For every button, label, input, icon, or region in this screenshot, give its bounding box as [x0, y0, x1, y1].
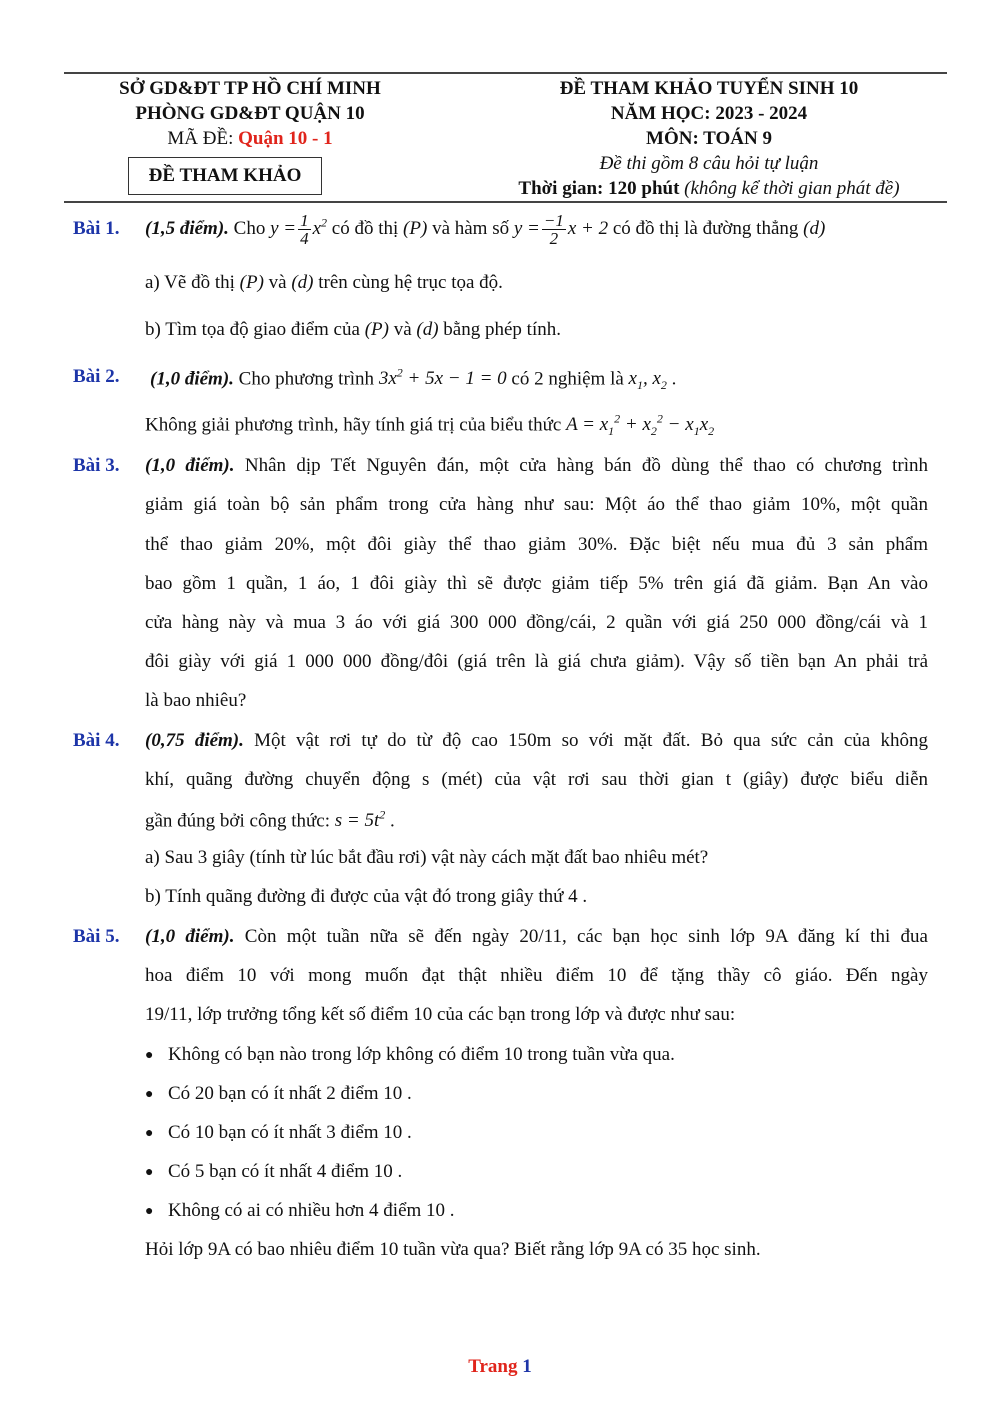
bullet-icon: ● — [145, 1048, 154, 1063]
subject: MÔN: TOÁN 9 — [646, 128, 772, 149]
problem-1b: b) Tìm tọa độ giao điểm của (P) và (d) bằng phép tính. — [145, 319, 561, 340]
exam-title: ĐỀ THAM KHẢO TUYỂN SINH 10 — [559, 78, 859, 99]
exam-description: Đề thi gồm 8 câu hỏi tự luận — [599, 153, 819, 174]
expression-a: $A = x_1^2 + x_2^2 - x_1x_2$ — [566, 412, 715, 439]
problem-5-line-1: (1,0 điểm). Còn một tuần nữa sẽ đến ngày 20/11, các bạn học sinh lớp 9A đăng kí thi đua — [145, 926, 928, 947]
problem-5-line-2: hoa điểm 10 với mong muốn đạt thật nhiều điểm 10 để tặng thầy cô giáo. Đến ngày — [145, 965, 928, 986]
exam-code: MÃ ĐỀ: Quận 10 - 1 — [167, 128, 333, 149]
list-item: Có 10 bạn có ít nhất 3 điểm 10 . — [168, 1122, 412, 1143]
problem-2-statement: (1,0 điểm). Cho phương trình $3x^2 + 5x - 1 = 0$ có 2 nghiệm là $x_1$, $x_2$ . — [150, 366, 677, 393]
bullet-icon: ● — [145, 1126, 154, 1141]
problem-3-line-5: cửa hàng này và mua 3 áo với giá 300 000 đồng/cái, 2 quần với giá 250 000 đồng/cái và 1 — [145, 612, 928, 633]
office-name: PHÒNG GD&ĐT QUẬN 10 — [135, 103, 365, 124]
page-footer — [0, 1356, 1000, 1378]
problem-4a: a) Sau 3 giây (tính từ lúc bắt đầu rơi) vật này cách mặt đất bao nhiêu mét? — [145, 847, 709, 868]
formula-s: $s = 5t^2$ — [334, 808, 386, 832]
problem-5-line-3: 19/11, lớp trưởng tổng kết số điểm 10 của các bạn trong lớp và được như sau: — [145, 1004, 736, 1025]
problem-5-label: Bài 5. — [73, 926, 120, 947]
list-item: Có 20 bạn có ít nhất 2 điểm 10 . — [168, 1083, 412, 1104]
school-year: NĂM HỌC: 2023 - 2024 — [610, 103, 808, 124]
problem-3-line-4: bao gồm 1 quần, 1 áo, 1 đôi giày thì sẽ được giảm tiếp 5% trên giá đã giảm. Bạn An vào — [145, 573, 928, 594]
problem-3-line-2: giảm giá toàn bộ sản phẩm trong cửa hàng như sau: Một áo thể thao giảm 10%, một quần — [145, 494, 928, 515]
problem-1a: a) Vẽ đồ thị (P) và (d) trên cùng hệ trục tọa độ. — [145, 272, 503, 293]
header-bottom-rule — [64, 201, 947, 203]
list-item: Có 5 bạn có ít nhất 4 điểm 10 . — [168, 1161, 403, 1182]
problem-3-line-1: (1,0 điểm). Nhân dịp Tết Nguyên đán, một cửa hàng bán đồ dùng thể thao có chương trình — [145, 455, 928, 476]
list-item: Không có bạn nào trong lớp không có điểm 10 trong tuần vừa qua. — [168, 1044, 675, 1065]
line-equation: y = $\frac{-1}{2}$ x + 2 — [513, 211, 609, 248]
page-label: Trang — [468, 1356, 523, 1377]
page-number: 1 — [522, 1356, 532, 1377]
problem-2-label: Bài 2. — [73, 366, 120, 387]
reference-exam-box: ĐỀ THAM KHẢO — [128, 157, 322, 195]
problem-3-line-3: thể thao giảm 20%, một đôi giày thể thao giảm 30%. Đặc biệt nếu mua đủ 3 sản phẩm — [145, 534, 928, 555]
problem-1-label: Bài 1. — [73, 218, 120, 239]
problem-3-line-7: là bao nhiêu? — [145, 690, 247, 711]
problem-4-label: Bài 4. — [73, 730, 120, 751]
header-right — [470, 76, 948, 201]
problem-4-line-2: khí, quãng đường chuyển động s (mét) của vật rơi sau thời gian t (giây) được biểu diễn — [145, 769, 928, 790]
problem-3-line-6: đôi giày với giá 1 000 000 đồng/đôi (giá trên là giá chưa giảm). Vậy số tiền bạn An phải trả — [145, 651, 928, 672]
top-rule — [64, 72, 947, 74]
bullet-icon: ● — [145, 1087, 154, 1102]
problem-4-line-1: (0,75 điểm). Một vật rơi tự do từ độ cao 150m so với mặt đất. Bỏ qua sức cản của không — [145, 730, 928, 751]
exam-time: Thời gian: 120 phút (không kể thời gian phát đề) — [518, 178, 900, 199]
problem-4b: b) Tính quãng đường đi được của vật đó trong giây thứ 4 . — [145, 886, 588, 907]
problem-4-line-3: gần đúng bởi công thức: $s = 5t^2$ . — [145, 808, 395, 832]
problem-5-question: Hỏi lớp 9A có bao nhiêu điểm 10 tuần vừa qua? Biết rằng lớp 9A có 35 học sinh. — [145, 1239, 761, 1260]
header-left — [70, 76, 430, 151]
list-item: Không có ai có nhiều hơn 4 điểm 10 . — [168, 1200, 455, 1221]
bullet-icon: ● — [145, 1165, 154, 1180]
bullet-icon: ● — [145, 1204, 154, 1219]
problem-3-label: Bài 3. — [73, 455, 120, 476]
exam-code-value: Quận 10 - 1 — [238, 128, 333, 149]
department-name: SỞ GD&ĐT TP HỒ CHÍ MINH — [119, 78, 381, 99]
problem-2-question: Không giải phương trình, hãy tính giá trị của biểu thức $A = x_1^2 + x_2^2 - x_1x_2$ — [145, 412, 715, 439]
parabola-equation: y = $\frac{1}{4}$ $x^2$ — [270, 211, 328, 248]
problem-1-statement: (1,5 điểm). Cho y = $\frac{1}{4}$ $x^2$ có đồ thị (P) và hàm số y = $\frac{-1}{2}$ x + 2 có đồ thị là đường thẳng (d) — [145, 211, 826, 248]
